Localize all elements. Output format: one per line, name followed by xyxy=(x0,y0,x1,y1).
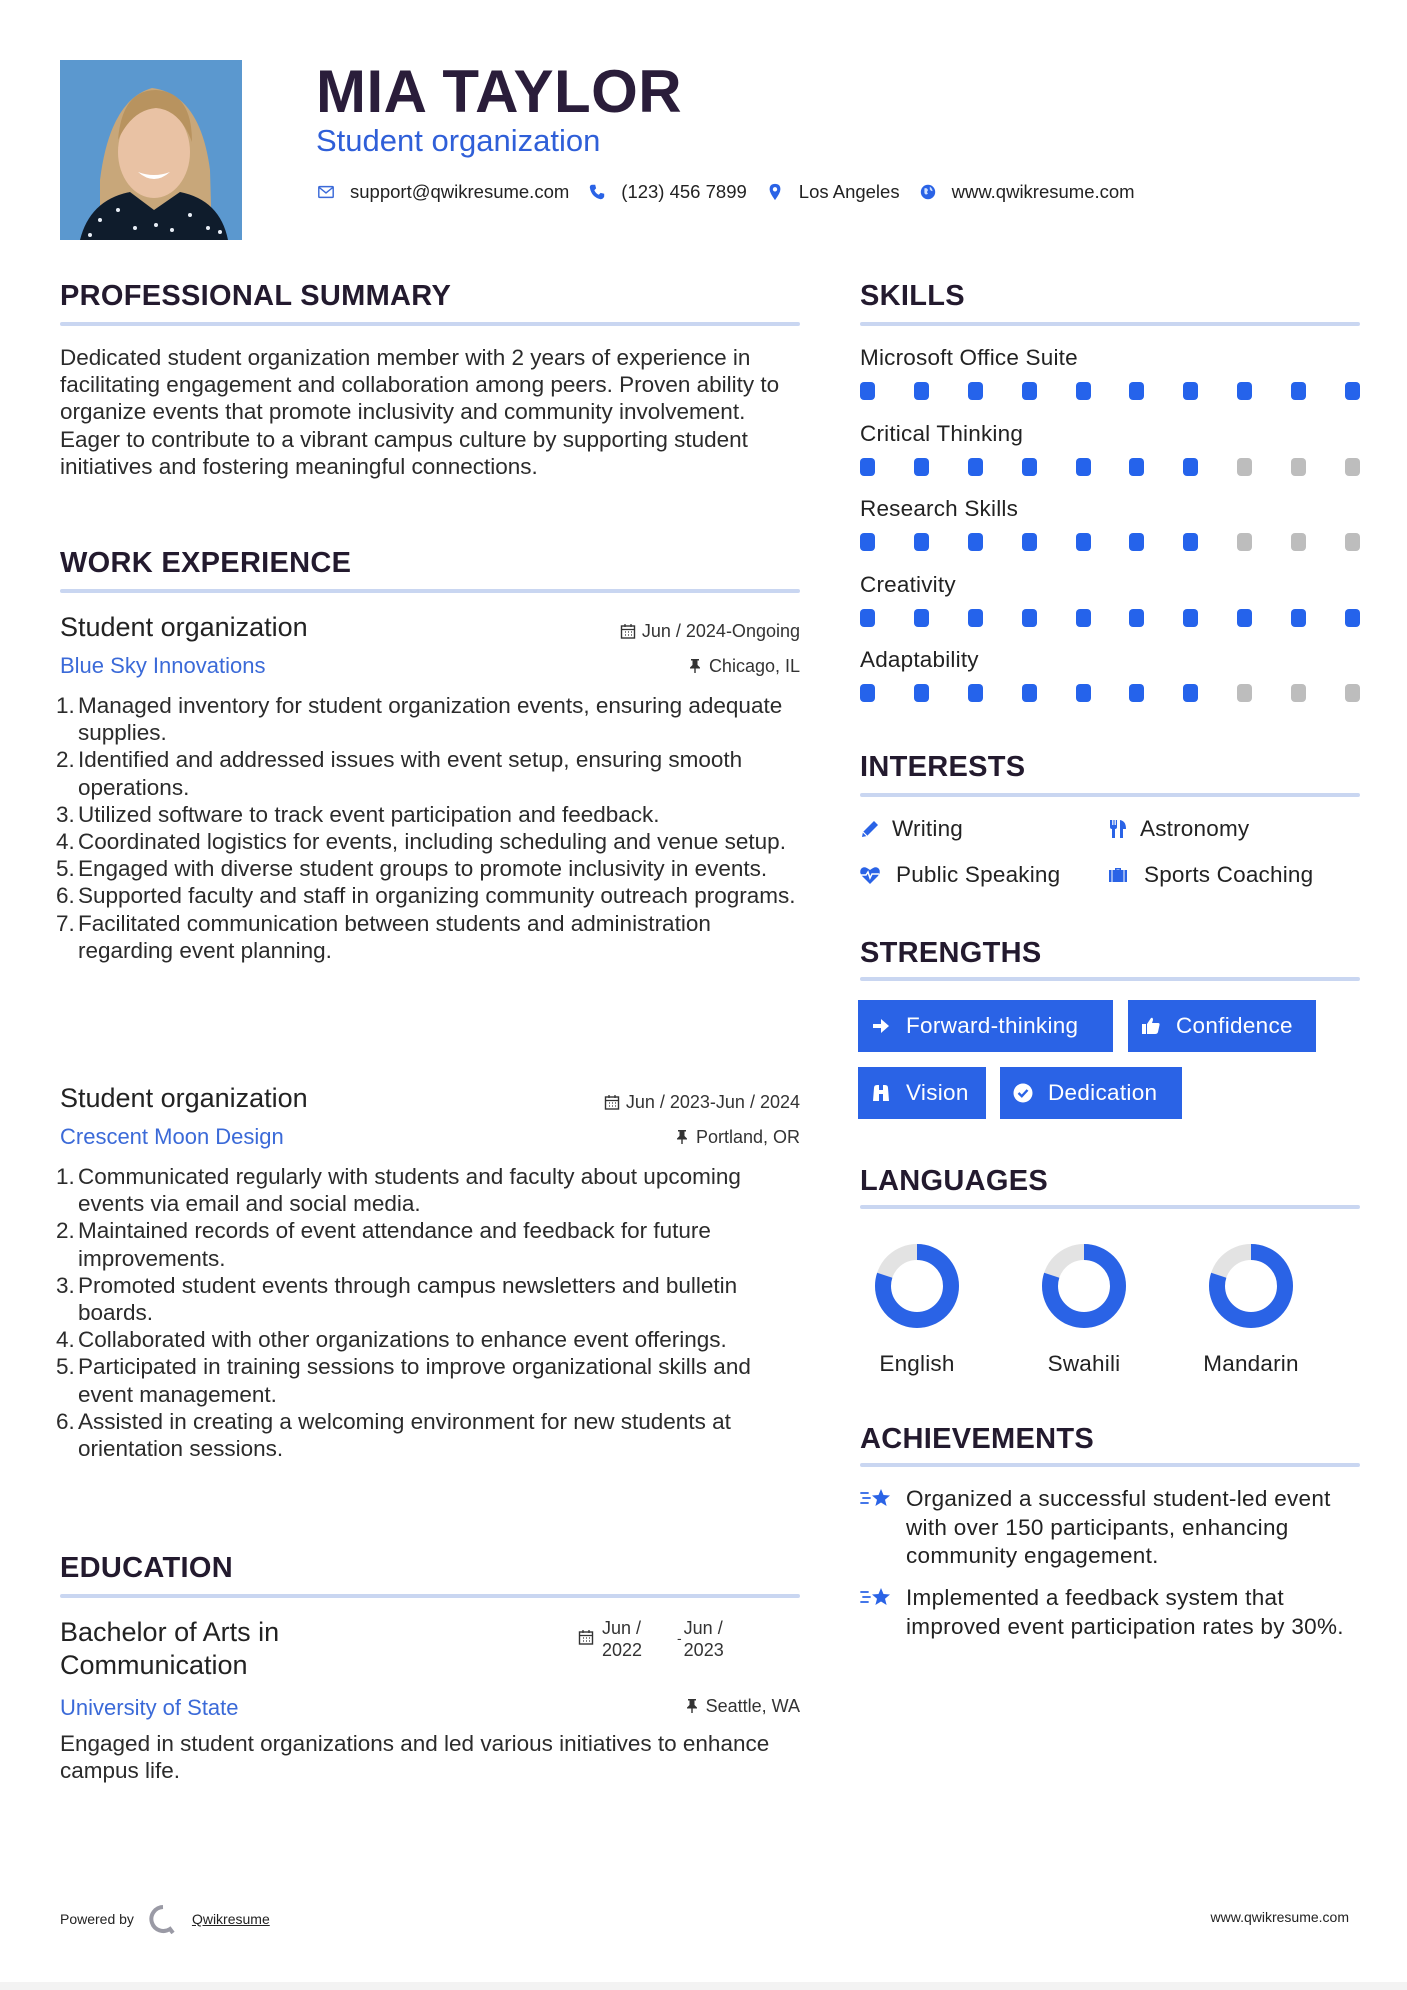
rating-dot-filled xyxy=(1345,609,1360,627)
achievements-divider xyxy=(860,1463,1360,1467)
pushpin-icon xyxy=(687,658,703,674)
education-divider xyxy=(60,1594,800,1598)
skill-item xyxy=(860,570,1360,627)
interest-item-sports-coaching: Sports Coaching xyxy=(1106,860,1313,890)
powered-by xyxy=(60,1904,270,1934)
qwikresume-link[interactable]: Qwikresume xyxy=(191,1911,270,1927)
rating-dot-empty xyxy=(1291,458,1306,476)
interests-divider xyxy=(860,793,1360,797)
strengths-divider xyxy=(860,977,1360,981)
contact-website[interactable] xyxy=(918,181,1135,203)
rating-dot-empty xyxy=(1291,684,1306,702)
language-item xyxy=(857,1243,977,1377)
heartbeat-icon xyxy=(858,863,882,887)
rating-dot-empty xyxy=(1237,533,1252,551)
rating-dot-filled xyxy=(1183,458,1198,476)
job-bullet: 6. Assisted in creating a welcoming environment for new students at orientation sessions. xyxy=(56,1408,731,1462)
binoculars-icon xyxy=(870,1082,892,1104)
job-title: Student organization xyxy=(60,1083,308,1113)
summary-divider xyxy=(60,322,800,326)
rating-dot-filled xyxy=(968,382,983,400)
job-dates xyxy=(604,1090,800,1114)
job-bullet: 3. Utilized software to track event participation and feedback. xyxy=(56,801,660,827)
rating-dot-filled xyxy=(1291,609,1306,627)
skills-heading: SKILLS xyxy=(860,280,965,312)
job-company: Blue Sky Innovations xyxy=(60,653,266,678)
job-bullet: 1. Managed inventory for student organization events, ensuring adequate supplies. xyxy=(56,693,783,746)
job-dates-text: Jun / 2024-Ongoing xyxy=(641,621,800,641)
skill-item xyxy=(860,494,1360,551)
education-dates xyxy=(578,1617,724,1661)
utensils-icon xyxy=(1106,817,1130,841)
rating-dot-filled xyxy=(914,382,929,400)
language-donut xyxy=(874,1243,960,1329)
rating-dot-filled xyxy=(1076,609,1091,627)
achievement-text: Organized a successful student-led event with over 150 participants, enhancing community engagement. xyxy=(906,1486,1331,1568)
school-name: University of State xyxy=(60,1695,239,1720)
rating-dot-filled xyxy=(968,609,983,627)
job-bullet: 4. Collaborated with other organizations to enhance event offerings. xyxy=(56,1327,727,1353)
rating-dot-filled xyxy=(914,533,929,551)
job-bullet: 1. Communicated regularly with students and faculty about upcoming events via email and social media. xyxy=(56,1164,741,1217)
job-location xyxy=(687,654,800,678)
rating-dot-filled xyxy=(1129,533,1144,551)
job-company: Crescent Moon Design xyxy=(60,1124,284,1149)
rating-dot-filled xyxy=(860,458,875,476)
job-bullet: 7. Facilitated communication between students and administration regarding event planning. xyxy=(56,910,711,963)
page-edge xyxy=(0,1982,1407,1990)
summary-text: Dedicated student organization member with 2 years of experience in facilitating engagement and collaboration among peers. Proven ability to organize events that promote inclusivity and community involvement. Eager to contribute to a vibrant campus culture by supporting student initiatives and fostering meaningful connections. xyxy=(60,345,780,479)
arrow-right-icon xyxy=(870,1015,892,1037)
envelope-icon xyxy=(316,182,336,202)
job-title: Student organization xyxy=(60,612,308,642)
rating-dot-filled xyxy=(1237,609,1252,627)
rating-dot-empty xyxy=(1345,458,1360,476)
skill-name: Critical Thinking xyxy=(860,421,1024,446)
thumbs-up-icon xyxy=(1140,1015,1162,1037)
pushpin-icon xyxy=(684,1698,700,1714)
degree-title xyxy=(60,1616,279,1682)
job-bullet: 6. Supported faculty and staff in organizing community outreach programs. xyxy=(56,883,796,909)
job-location-text: Portland, OR xyxy=(695,1127,800,1147)
language-name: English xyxy=(879,1351,955,1376)
globe-icon xyxy=(918,182,938,202)
shooting-star-icon xyxy=(860,1485,894,1515)
job-bullet: 4. Coordinated logistics for events, including scheduling and venue setup. xyxy=(56,829,786,855)
skill-rating xyxy=(860,609,1360,627)
phone-icon xyxy=(587,182,607,202)
rating-dot-filled xyxy=(1183,609,1198,627)
job-location xyxy=(674,1125,800,1149)
rating-dot-filled xyxy=(1076,382,1091,400)
rating-dot-filled xyxy=(1129,382,1144,400)
footer-website[interactable]: www.qwikresume.com xyxy=(1210,1909,1349,1925)
skill-name: Adaptability xyxy=(860,647,979,672)
job-dates-text: Jun / 2023-Jun / 2024 xyxy=(625,1092,800,1112)
education-location-text: Seattle, WA xyxy=(705,1696,800,1716)
pushpin-icon xyxy=(674,1129,690,1145)
rating-dot-filled xyxy=(1183,684,1198,702)
rating-dot-filled xyxy=(1291,382,1306,400)
rating-dot-filled xyxy=(860,609,875,627)
pencil-icon xyxy=(858,817,882,841)
strength-chip-forward-thinking: Forward-thinking xyxy=(858,1000,1113,1052)
candidate-name: MIA TAYLOR xyxy=(316,58,683,125)
education-description: Engaged in student organizations and led various initiatives to enhance campus life. xyxy=(60,1731,770,1784)
shooting-star-icon xyxy=(860,1584,894,1614)
job-bullets xyxy=(56,1163,800,1462)
rating-dot-filled xyxy=(1237,382,1252,400)
interests-heading: INTERESTS xyxy=(860,751,1026,783)
rating-dot-filled xyxy=(914,684,929,702)
rating-dot-filled xyxy=(1076,533,1091,551)
strength-chip-dedication: Dedication xyxy=(1000,1067,1182,1119)
rating-dot-filled xyxy=(1076,458,1091,476)
rating-dot-filled xyxy=(1183,382,1198,400)
degree-line-1: Bachelor of Arts in xyxy=(60,1617,280,1647)
check-circle-icon xyxy=(1012,1082,1034,1104)
briefcase-icon xyxy=(1106,863,1130,887)
contact-phone[interactable] xyxy=(587,181,747,203)
qwikresume-logo-icon xyxy=(148,1904,178,1934)
skill-rating xyxy=(860,533,1360,551)
languages-heading: LANGUAGES xyxy=(860,1165,1048,1197)
job-bullet: 5. Engaged with diverse student groups to promote inclusivity in events. xyxy=(56,856,768,882)
job-bullets xyxy=(56,692,800,964)
rating-dot-empty xyxy=(1345,533,1360,551)
language-name: Swahili xyxy=(1047,1351,1121,1376)
strength-chip-vision: Vision xyxy=(858,1067,986,1119)
language-item xyxy=(1191,1243,1311,1377)
degree-line-2: Communication xyxy=(60,1650,248,1680)
rating-dot-filled xyxy=(1022,684,1037,702)
contact-row xyxy=(316,178,1153,206)
skill-item xyxy=(860,419,1360,476)
job-dates xyxy=(620,619,800,643)
interest-item-writing: Writing xyxy=(858,814,963,844)
summary-heading: PROFESSIONAL SUMMARY xyxy=(60,280,452,312)
skill-name: Creativity xyxy=(860,572,956,597)
skill-rating xyxy=(860,458,1360,476)
candidate-title: Student organization xyxy=(316,123,601,158)
person-photo-icon xyxy=(60,60,242,240)
rating-dot-filled xyxy=(1345,382,1360,400)
powered-by-label: Powered by xyxy=(60,1911,134,1927)
rating-dot-empty xyxy=(1345,684,1360,702)
rating-dot-filled xyxy=(1129,609,1144,627)
rating-dot-empty xyxy=(1237,458,1252,476)
rating-dot-filled xyxy=(1022,382,1037,400)
skill-item xyxy=(860,645,1360,702)
rating-dot-filled xyxy=(1022,458,1037,476)
interest-item-public-speaking: Public Speaking xyxy=(858,860,1060,890)
job-location-text: Chicago, IL xyxy=(708,656,800,676)
education-location xyxy=(684,1694,800,1718)
language-donut xyxy=(1041,1243,1127,1329)
rating-dot-empty xyxy=(1291,533,1306,551)
rating-dot-filled xyxy=(914,609,929,627)
profile-photo xyxy=(60,60,242,240)
education-start: Jun / 2022 xyxy=(602,1618,643,1660)
contact-location xyxy=(765,181,900,203)
email-text: support@qwikresume.com xyxy=(350,181,570,202)
skills-divider xyxy=(860,322,1360,326)
rating-dot-filled xyxy=(860,533,875,551)
strength-chip-confidence: Confidence xyxy=(1128,1000,1316,1052)
job-bullet: 5. Participated in training sessions to improve organizational skills and event management. xyxy=(56,1354,751,1407)
contact-email[interactable] xyxy=(316,181,569,203)
rating-dot-filled xyxy=(968,533,983,551)
rating-dot-filled xyxy=(968,684,983,702)
skill-item xyxy=(860,343,1360,400)
rating-dot-filled xyxy=(1129,684,1144,702)
rating-dot-filled xyxy=(1022,609,1037,627)
language-name: Mandarin xyxy=(1203,1351,1299,1376)
achievement-item xyxy=(860,1584,1360,1641)
experience-heading: WORK EXPERIENCE xyxy=(60,547,352,579)
website-text: www.qwikresume.com xyxy=(951,181,1135,202)
calendar-icon xyxy=(620,623,636,639)
rating-dot-filled xyxy=(1076,684,1091,702)
language-item xyxy=(1024,1243,1144,1377)
rating-dot-filled xyxy=(968,458,983,476)
calendar-icon xyxy=(578,1629,594,1645)
achievements-heading: ACHIEVEMENTS xyxy=(860,1423,1095,1455)
rating-dot-filled xyxy=(1022,533,1037,551)
interest-item-astronomy: Astronomy xyxy=(1106,814,1249,844)
language-donut xyxy=(1208,1243,1294,1329)
skill-rating xyxy=(860,684,1360,702)
rating-dot-filled xyxy=(914,458,929,476)
location-text: Los Angeles xyxy=(798,181,900,202)
skill-name: Microsoft Office Suite xyxy=(860,345,1078,370)
experience-divider xyxy=(60,589,800,593)
phone-text: (123) 456 7899 xyxy=(621,181,747,202)
skill-name: Research Skills xyxy=(860,496,1019,521)
rating-dot-filled xyxy=(1129,458,1144,476)
achievement-item xyxy=(860,1485,1360,1571)
achievement-text: Implemented a feedback system that improved event participation rates by 30%. xyxy=(906,1585,1344,1639)
rating-dot-empty xyxy=(1237,684,1252,702)
calendar-icon xyxy=(604,1094,620,1110)
map-marker-icon xyxy=(765,182,785,202)
date-separator: - xyxy=(677,1630,682,1646)
skill-rating xyxy=(860,382,1360,400)
job-bullet: 2. Identified and addressed issues with event setup, ensuring smooth operations. xyxy=(56,747,743,800)
strengths-heading: STRENGTHS xyxy=(860,937,1042,969)
education-heading: EDUCATION xyxy=(60,1552,233,1584)
rating-dot-filled xyxy=(860,382,875,400)
education-end: Jun / 2023 xyxy=(683,1618,724,1660)
rating-dot-filled xyxy=(860,684,875,702)
job-bullet: 2. Maintained records of event attendance and feedback for future improvements. xyxy=(56,1218,711,1271)
rating-dot-filled xyxy=(1183,533,1198,551)
languages-divider xyxy=(860,1205,1360,1209)
job-bullet: 3. Promoted student events through campus newsletters and bulletin boards. xyxy=(56,1272,738,1326)
